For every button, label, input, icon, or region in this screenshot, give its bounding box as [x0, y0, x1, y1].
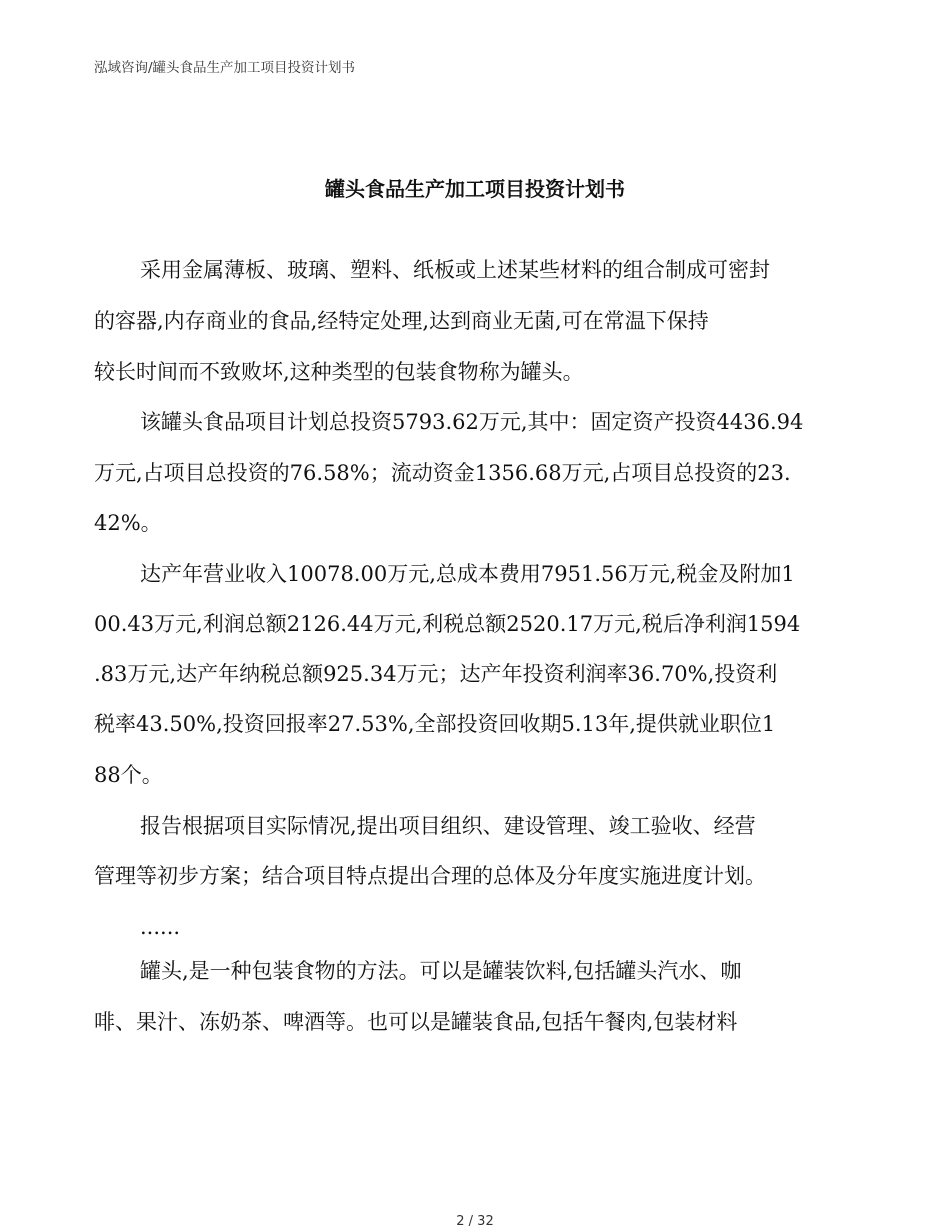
- paragraph-line: 罐头,是一种包装食物的方法。可以是罐装饮料,包括罐头汽水、咖: [140, 959, 742, 983]
- paragraph-line: 00.43万元,利润总额2126.44万元,利税总额2520.17万元,税后净利润1594: [94, 612, 801, 636]
- paragraph-line: 税率43.50%,投资回报率27.53%,全部投资回收期5.13年,提供就业职位1: [94, 712, 776, 736]
- ellipsis-line: ......: [140, 915, 181, 939]
- paragraph-line: .83万元,达产年纳税总额925.34万元；达产年投资利润率36.70%,投资利: [94, 662, 778, 686]
- document-title: 罐头食品生产加工项目投资计划书: [325, 177, 625, 201]
- paragraph-line: 采用金属薄板、玻璃、塑料、纸板或上述某些材料的组合制成可密封: [140, 258, 770, 282]
- paragraph-line: 88个。: [94, 763, 163, 787]
- paragraph-line: 较长时间而不致败坏,这种类型的包装食物称为罐头。: [94, 360, 584, 384]
- paragraph-line: 管理等初步方案；结合项目特点提出合理的总体及分年度实施进度计划。: [94, 864, 766, 888]
- paragraph-line: 该罐头食品项目计划总投资5793.62万元,其中：固定资产投资4436.94: [140, 410, 804, 434]
- page-header: 泓域咨询/罐头食品生产加工项目投资计划书: [94, 60, 356, 76]
- paragraph-line: 啡、果汁、冻奶茶、啤酒等。也可以是罐装食品,包括午餐肉,包装材料: [94, 1010, 738, 1034]
- paragraph-line: 万元,占项目总投资的76.58%；流动资金1356.68万元,占项目总投资的23.: [94, 461, 791, 485]
- paragraph-line: 达产年营业收入10078.00万元,总成本费用7951.56万元,税金及附加1: [140, 562, 795, 586]
- paragraph-line: 的容器,内存商业的食品,经特定处理,达到商业无菌,可在常温下保持: [94, 309, 709, 333]
- paragraph-line: 42%。: [94, 511, 162, 535]
- paragraph-line: 报告根据项目实际情况,提出项目组织、建设管理、竣工验收、经营: [140, 814, 756, 838]
- page-number: 2 / 32: [456, 1214, 494, 1229]
